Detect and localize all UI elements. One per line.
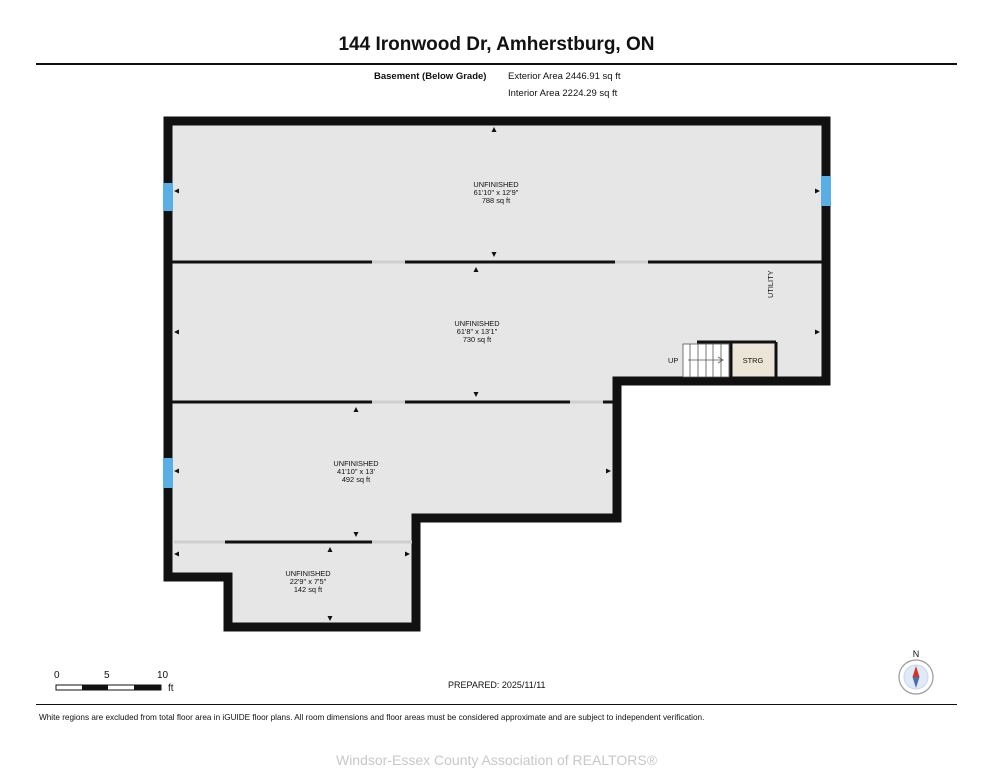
watermark: Windsor-Essex County Association of REALTORS® [335,752,658,768]
plan-title: 144 Ironwood Dr, Amherstburg, ON [338,34,655,55]
room-dimensions: 22'9" x 7'5" [289,577,327,586]
storage-label: STRG [742,356,764,365]
staircase [683,344,729,377]
utility-label: UTILITY [766,270,775,298]
scale-unit: ft [168,683,174,694]
floor-name: Basement (Below Grade) [374,71,487,82]
room-area: 492 sq ft [341,475,371,484]
compass-north-label: N [912,649,920,659]
room-area: 788 sq ft [481,196,511,205]
room-dimensions: 41'10" x 13' [337,467,375,476]
prepared-date: PREPARED: 2025/11/11 [448,680,546,690]
scale-bar [56,685,161,690]
room-dimensions: 61'8" x 13'1" [456,327,498,336]
scale-tick-0: 0 [54,670,60,681]
room-name: UNFINISHED [285,569,331,578]
room-dimensions: 61'10" x 12'9" [473,188,519,197]
stairs-up-label: UP [668,356,679,365]
window [163,458,173,488]
room-name: UNFINISHED [333,459,379,468]
room-area: 142 sq ft [293,585,323,594]
window [821,176,831,206]
scale-tick-10: 10 [157,670,169,681]
footer-divider [36,704,957,705]
room-name: UNFINISHED [473,180,519,189]
exterior-area: Exterior Area 2446.91 sq ft [508,71,621,82]
room-area: 730 sq ft [462,335,492,344]
scale-tick-5: 5 [104,670,110,681]
window [163,183,173,211]
interior-area: Interior Area 2224.29 sq ft [508,88,618,99]
compass-icon [899,660,933,694]
room-name: UNFINISHED [454,319,500,328]
disclaimer-text: White regions are excluded from total floor area in iGUIDE floor plans. All room dimensions and floor areas must be considered approximate and are subject to independent verification. [39,713,705,722]
